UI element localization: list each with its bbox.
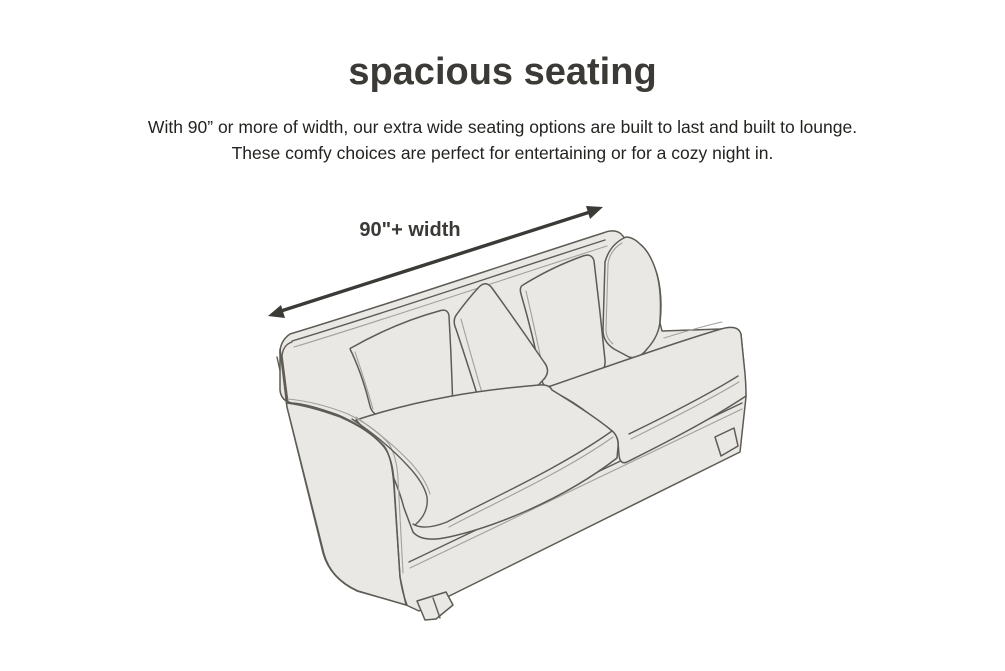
pillow-right-edge [603, 237, 661, 358]
description-line-2: These comfy choices are perfect for entertaining or for a cozy night in. [231, 143, 774, 163]
dimension-label: 90"+ width [359, 219, 461, 241]
description-line-1: With 90” or more of width, our extra wide seating options are built to last and built to lounge. [147, 117, 858, 137]
page-title: spacious seating [348, 51, 657, 93]
arrowhead-left-icon [268, 305, 285, 318]
